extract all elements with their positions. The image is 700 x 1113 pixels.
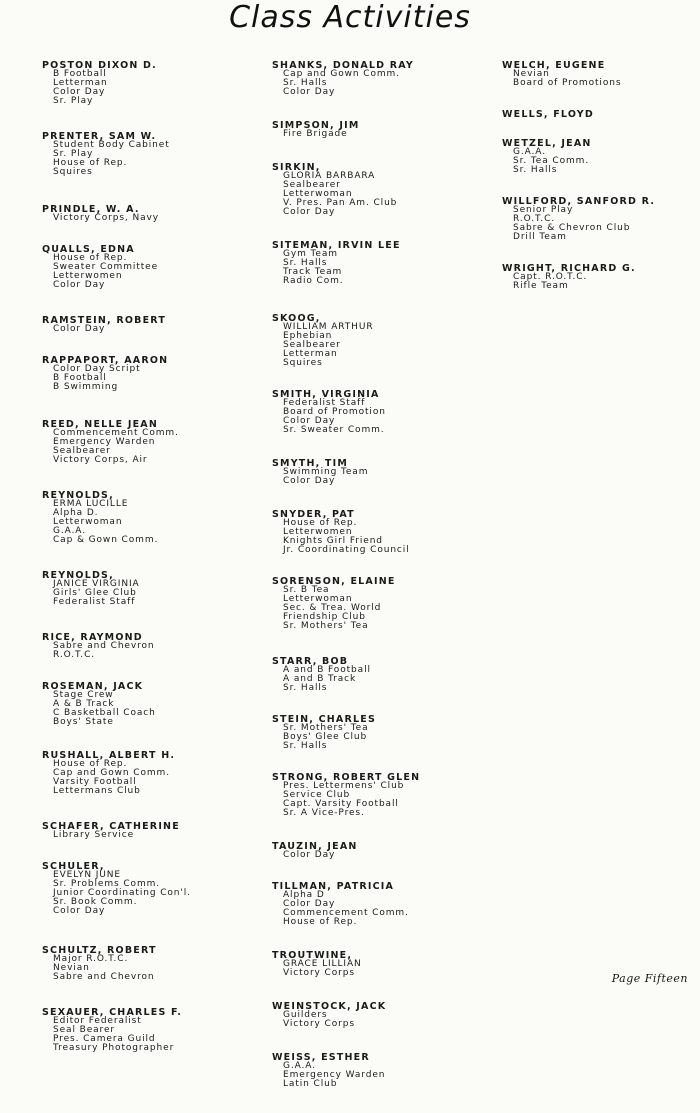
- activity-line: Victory Corps: [283, 1019, 355, 1029]
- student-entry: [272, 657, 502, 693]
- student-name: STEIN, CHARLES: [272, 714, 376, 725]
- activity-line: Sr. B Tea: [283, 585, 330, 595]
- activity-line: Cap and Gown Comm.: [53, 768, 170, 778]
- activity-line: Friendship Club: [283, 612, 366, 622]
- activity-line: Senior Play: [513, 205, 574, 215]
- activity-line: Cap & Gown Comm.: [53, 535, 159, 545]
- activity-line: Cap and Gown Comm.: [283, 69, 400, 79]
- activity-line: Color Day: [53, 324, 106, 334]
- student-entry: [272, 459, 502, 486]
- student-entry: [272, 390, 502, 435]
- activity-line: GLORIA BARBARA: [283, 171, 376, 181]
- activity-line: Seal Bearer: [53, 1025, 115, 1035]
- activity-line: Color Day: [283, 476, 336, 486]
- activity-line: Sr. Halls: [283, 683, 328, 693]
- student-entry: [272, 121, 502, 139]
- student-name: PRENTER, SAM W.: [42, 131, 157, 142]
- student-entry: [502, 197, 697, 242]
- student-entry: [502, 110, 697, 119]
- activity-line: Swimming Team: [283, 467, 369, 477]
- activity-line: WILLIAM ARTHUR: [283, 322, 374, 332]
- activity-line: Sr. Tea Comm.: [513, 156, 590, 166]
- activity-line: House of Rep.: [283, 917, 358, 927]
- column-right: [502, 61, 697, 315]
- student-entry: [272, 882, 502, 927]
- student-name: REYNOLDS,: [42, 570, 114, 581]
- activity-line: Treasury Photographer: [53, 1043, 175, 1053]
- activity-line: Capt. Varsity Football: [283, 799, 399, 809]
- student-entry: [42, 245, 267, 290]
- activity-line: G.A.A.: [53, 526, 86, 536]
- activity-line: Squires: [53, 167, 93, 177]
- student-name: PRINDLE, W. A.: [42, 204, 140, 215]
- activity-line: Sec. & Trea. World: [283, 603, 382, 613]
- activity-line: Student Body Cabinet: [53, 140, 170, 150]
- activity-line: Sr. Play: [53, 96, 94, 106]
- page-title: Class Activities: [229, 0, 471, 35]
- activity-line: Letterman: [53, 78, 108, 88]
- activity-line: C Basketball Coach: [53, 708, 156, 718]
- student-name: WELCH, EUGENE: [502, 60, 606, 71]
- student-name: SHANKS, DONALD RAY: [272, 60, 414, 71]
- activity-line: Letterwomen: [53, 271, 123, 281]
- student-entry: [42, 862, 267, 916]
- activity-line: Sabre and Chevron: [53, 972, 155, 982]
- activity-line: Sr. Halls: [513, 165, 558, 175]
- activity-line: Nevian: [53, 963, 90, 973]
- activity-line: GRACE LILLIAN: [283, 959, 362, 969]
- student-name: WILLFORD, SANFORD R.: [502, 196, 656, 207]
- activity-line: V. Pres. Pan Am. Club: [283, 198, 398, 208]
- activity-line: Knights Girl Friend: [283, 536, 383, 546]
- student-entry: [42, 751, 267, 796]
- activity-line: Alpha D.: [53, 508, 99, 518]
- student-name: STARR, BOB: [272, 656, 349, 667]
- student-entry: [42, 822, 267, 840]
- activity-line: Federalist Staff: [53, 597, 136, 607]
- page-number: Page Fifteen: [611, 972, 688, 985]
- activity-line: Service Club: [283, 790, 351, 800]
- student-entry: [272, 241, 502, 286]
- student-entry: [42, 682, 267, 727]
- activity-line: A and B Football: [283, 665, 371, 675]
- activity-line: G.A.A.: [513, 147, 546, 157]
- student-name: WELLS, FLOYD: [502, 109, 594, 120]
- student-entry: [42, 946, 267, 982]
- student-name: RICE, RAYMOND: [42, 632, 143, 643]
- activity-line: House of Rep.: [53, 253, 128, 263]
- activity-line: Letterwomen: [283, 527, 353, 537]
- activity-line: Color Day: [53, 906, 106, 916]
- student-entry: [272, 61, 502, 97]
- student-entry: [272, 1053, 502, 1089]
- student-name: SCHULTZ, ROBERT: [42, 945, 157, 956]
- activity-line: Pres. Lettermens' Club: [283, 781, 405, 791]
- student-name: QUALLS, EDNA: [42, 244, 135, 255]
- activity-line: Sr. A Vice-Pres.: [283, 808, 365, 818]
- student-name: SEXAUER, CHARLES F.: [42, 1007, 183, 1018]
- activity-line: Boys' Glee Club: [283, 732, 368, 742]
- activity-line: Letterwoman: [283, 594, 353, 604]
- student-entry: [272, 1002, 502, 1029]
- activity-line: Jr. Coordinating Council: [283, 545, 410, 555]
- activity-line: Sr. Halls: [283, 258, 328, 268]
- student-entry: [42, 205, 267, 223]
- activity-line: Drill Team: [513, 232, 567, 242]
- activity-line: Letterman: [283, 349, 338, 359]
- activity-line: R.O.T.C.: [53, 650, 96, 660]
- activity-line: Squires: [283, 358, 323, 368]
- student-entry: [42, 491, 267, 545]
- activity-line: Girls' Glee Club: [53, 588, 137, 598]
- activity-line: Sr. Mothers' Tea: [283, 723, 369, 733]
- student-entry: [502, 264, 697, 291]
- student-name: SCHAFER, CATHERINE: [42, 821, 180, 832]
- activity-line: JANICE VIRGINIA: [53, 579, 140, 589]
- activity-line: A & B Track: [53, 699, 115, 709]
- activity-line: Color Day: [283, 416, 336, 426]
- activity-line: Track Team: [283, 267, 343, 277]
- activity-line: Gym Team: [283, 249, 338, 259]
- student-entry: [272, 842, 502, 860]
- student-name: SIMPSON, JIM: [272, 120, 360, 131]
- activity-line: B Football: [53, 373, 107, 383]
- activity-line: Library Service: [53, 830, 135, 840]
- activity-line: Ephebian: [283, 331, 333, 341]
- student-name: SORENSON, ELAINE: [272, 576, 396, 587]
- activity-line: B Football: [53, 69, 107, 79]
- activity-line: Victory Corps, Air: [53, 455, 148, 465]
- student-entry: [272, 715, 502, 751]
- activity-line: Color Day: [53, 87, 106, 97]
- activity-line: Alpha D: [283, 890, 325, 900]
- activity-line: Nevian: [513, 69, 550, 79]
- activity-line: Sr. Play: [53, 149, 94, 159]
- student-entry: [42, 356, 267, 392]
- student-entry: [272, 163, 502, 217]
- student-name: TROUTWINE,: [272, 950, 353, 961]
- activity-line: Federalist Staff: [283, 398, 366, 408]
- activity-line: Rifle Team: [513, 281, 569, 291]
- activity-line: Commencement Comm.: [283, 908, 409, 918]
- activity-line: Victory Corps, Navy: [53, 213, 159, 223]
- activity-line: House of Rep.: [53, 158, 128, 168]
- activity-line: Guilders: [283, 1010, 328, 1020]
- student-entry: [42, 633, 267, 660]
- student-entry: [272, 951, 502, 978]
- student-name: STRONG, ROBERT GLEN: [272, 772, 421, 783]
- activity-line: Editor Federalist: [53, 1016, 142, 1026]
- student-entry: [42, 1008, 267, 1053]
- activity-line: Board of Promotion: [283, 407, 386, 417]
- activity-line: Sealbearer: [53, 446, 111, 456]
- activity-line: Sealbearer: [283, 340, 341, 350]
- student-name: POSTON DIXON D.: [42, 60, 157, 71]
- student-entry: [42, 132, 267, 177]
- student-entry: [272, 510, 502, 555]
- student-name: SITEMAN, IRVIN LEE: [272, 240, 401, 251]
- activity-line: Lettermans Club: [53, 786, 141, 796]
- activity-line: Emergency Warden: [53, 437, 156, 447]
- student-name: WEISS, ESTHER: [272, 1052, 370, 1063]
- activity-line: Sabre and Chevron: [53, 641, 155, 651]
- activity-line: Color Day: [53, 280, 106, 290]
- student-name: SMITH, VIRGINIA: [272, 389, 380, 400]
- activity-line: Radio Com.: [283, 276, 344, 286]
- student-name: ROSEMAN, JACK: [42, 681, 144, 692]
- student-name: RAMSTEIN, ROBERT: [42, 315, 167, 326]
- activity-line: Color Day: [283, 87, 336, 97]
- activity-line: Capt. R.O.T.C.: [513, 272, 588, 282]
- activity-line: Junior Coordinating Con'l.: [53, 888, 191, 898]
- student-name: RUSHALL, ALBERT H.: [42, 750, 176, 761]
- student-name: SIRKIN,: [272, 162, 321, 173]
- student-entry: [42, 316, 267, 334]
- student-entry: [42, 571, 267, 607]
- student-entry: [272, 773, 502, 818]
- activity-line: Color Day Script: [53, 364, 141, 374]
- activity-line: Emergency Warden: [283, 1070, 386, 1080]
- activity-line: Sr. Halls: [283, 78, 328, 88]
- student-entry: [42, 420, 267, 465]
- activity-line: Varsity Football: [53, 777, 137, 787]
- activity-line: Color Day: [283, 899, 336, 909]
- activity-line: Sweater Committee: [53, 262, 159, 272]
- activity-line: Letterwoman: [283, 189, 353, 199]
- student-name: WRIGHT, RICHARD G.: [502, 263, 636, 274]
- student-name: SKOOG,: [272, 313, 321, 324]
- activity-line: Sr. Problems Comm.: [53, 879, 161, 889]
- student-name: SMYTH, TIM: [272, 458, 348, 469]
- student-entry: [502, 139, 697, 175]
- student-entry: [502, 61, 697, 88]
- activity-line: Sabre & Chevron Club: [513, 223, 631, 233]
- activity-line: Board of Promotions: [513, 78, 622, 88]
- student-name: TAUZIN, JEAN: [272, 841, 358, 852]
- activity-line: Stage Crew: [53, 690, 114, 700]
- activity-line: Letterwoman: [53, 517, 123, 527]
- activity-line: R.O.T.C.: [513, 214, 556, 224]
- activity-line: G.A.A.: [283, 1061, 316, 1071]
- activity-line: Fire Brigade: [283, 129, 348, 139]
- student-entry: [42, 61, 267, 106]
- activity-line: Latin Club: [283, 1079, 338, 1089]
- student-entry: [272, 314, 502, 368]
- student-name: REED, NELLE JEAN: [42, 419, 158, 430]
- student-entry: [272, 577, 502, 631]
- activity-line: Commencement Comm.: [53, 428, 179, 438]
- activity-line: Major R.O.T.C.: [53, 954, 129, 964]
- student-name: WEINSTOCK, JACK: [272, 1001, 387, 1012]
- student-name: RAPPAPORT, AARON: [42, 355, 169, 366]
- activity-line: Boys' State: [53, 717, 114, 727]
- activity-line: Sr. Sweater Comm.: [283, 425, 385, 435]
- activity-line: House of Rep.: [53, 759, 128, 769]
- activity-line: Sr. Mothers' Tea: [283, 621, 369, 631]
- column-middle: [272, 61, 502, 1113]
- student-name: REYNOLDS,: [42, 490, 114, 501]
- activity-line: Sr. Halls: [283, 741, 328, 751]
- activity-line: Sr. Book Comm.: [53, 897, 138, 907]
- activity-line: A and B Track: [283, 674, 357, 684]
- column-left: [42, 61, 267, 1079]
- student-name: SCHULER,: [42, 861, 105, 872]
- activity-line: Color Day: [283, 850, 336, 860]
- activity-line: Color Day: [283, 207, 336, 217]
- student-name: WETZEL, JEAN: [502, 138, 592, 149]
- activity-line: Pres. Camera Guild: [53, 1034, 156, 1044]
- activity-line: B Swimming: [53, 382, 119, 392]
- student-name: SNYDER, PAT: [272, 509, 355, 520]
- activity-line: Victory Corps: [283, 968, 355, 978]
- activity-line: House of Rep.: [283, 518, 358, 528]
- activity-line: Sealbearer: [283, 180, 341, 190]
- activity-line: ERMA LUCILLE: [53, 499, 129, 509]
- activity-line: EVELYN JUNE: [53, 870, 122, 880]
- student-name: TILLMAN, PATRICIA: [272, 881, 395, 892]
